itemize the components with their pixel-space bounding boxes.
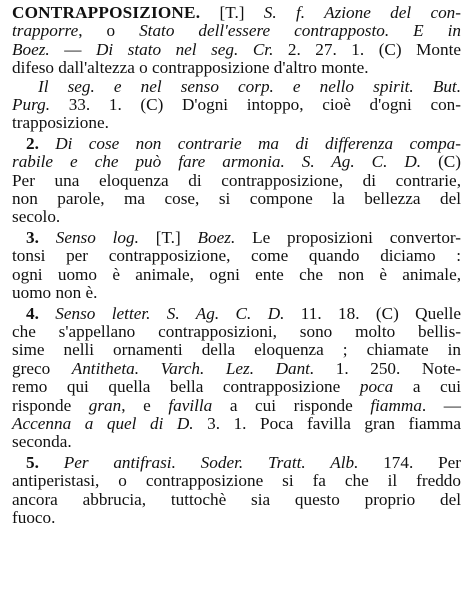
- italic-text: gran: [88, 395, 122, 415]
- text-line: [12, 509, 461, 527]
- italic-text: Boez.: [12, 39, 50, 59]
- italic-text: S. f. Azione del con-: [263, 3, 462, 22]
- text-line: [12, 305, 461, 323]
- text-line: [12, 491, 461, 509]
- text-run: seconda.: [12, 432, 72, 452]
- italic-text: favilla: [168, 395, 213, 415]
- text-run: ogni uomo è animale, ogni ente che non è animale,: [12, 264, 461, 284]
- text-run: che s'appellano contrapposizioni, sono molto bellis-: [12, 321, 461, 341]
- text-line: [12, 114, 461, 132]
- text-run: [39, 453, 64, 472]
- text-run: ancora abbrucia, tuttochè sia questo proprio del: [12, 489, 461, 509]
- italic-text: Stato dell'essere contrapposto. E in: [139, 21, 461, 41]
- text-run: Per una eloquenza di contrapposizione, di contrarie,: [12, 170, 461, 190]
- italic-text: Senso log.: [55, 227, 139, 247]
- text-run: fuoco.: [12, 507, 56, 527]
- italic-text: Antitheta. Varch. Lez. Dant.: [71, 358, 315, 378]
- italic-text: Per antifrasi. Soder. Tratt. Alb.: [63, 452, 359, 472]
- italic-text: Senso letter. S. Ag. C. D.: [55, 303, 285, 323]
- text-run: greco: [12, 358, 72, 378]
- italic-text: trapporre: [12, 21, 79, 41]
- text-run: . —: [421, 395, 461, 415]
- italic-text: Di stato nel seg.: [95, 39, 239, 59]
- text-run: [238, 40, 253, 59]
- text-line: [12, 229, 461, 247]
- text-line: [12, 59, 461, 77]
- italic-text: Cr.: [252, 39, 274, 59]
- text-line: [12, 78, 461, 96]
- text-line: [12, 433, 461, 451]
- italic-text: poca: [359, 377, 394, 397]
- italic-text: Purg.: [12, 95, 51, 115]
- text-run: 3. 1. Poca favilla gran fiamma: [193, 413, 461, 433]
- text-line: [12, 135, 461, 153]
- text-run: tonsi per contrapposizione, come quando diciamo :: [12, 246, 461, 266]
- text-run: trapposizione.: [12, 113, 109, 133]
- text-run: Le proposizioni convertor-: [235, 227, 462, 247]
- text-run: a cui risponde: [212, 395, 371, 415]
- text-run: [39, 228, 56, 247]
- text-line: [12, 41, 461, 59]
- text-line: [12, 378, 461, 396]
- italic-text: rabile e che può fare armonia. S. Ag. C. D.: [12, 152, 422, 172]
- sense-number: 2.: [26, 133, 39, 153]
- text-run: sime nelli ornamenti della eloquenza ; chiamate in: [12, 340, 461, 360]
- text-line: [12, 284, 461, 302]
- text-line: [12, 172, 461, 190]
- text-run: —: [49, 39, 96, 59]
- text-line: [12, 360, 461, 378]
- text-run: [T.]: [200, 3, 264, 22]
- italic-text: Boez.: [197, 227, 236, 247]
- text-run: 2. 27. 1. (C) Monte: [273, 39, 461, 59]
- text-line: [12, 153, 461, 171]
- italic-text: Il seg. e nel senso corp. e nello spirit. But.: [38, 76, 461, 96]
- text-line: [12, 415, 461, 433]
- text-run: secolo.: [12, 207, 61, 227]
- text-line: [12, 323, 461, 341]
- italic-text: Di cose non contrarie ma di differenza compa-: [55, 133, 462, 153]
- text-line: [12, 190, 461, 208]
- headword: CONTRAPPOSIZIONE.: [12, 3, 201, 22]
- text-run: difeso dall'altezza o contrapposizione d'altro monte.: [12, 58, 369, 78]
- italic-text: Accenna a quel di D.: [12, 413, 194, 433]
- text-run: uomo non è.: [12, 283, 98, 303]
- text-run: risponde: [12, 395, 89, 415]
- text-run: antiperistasi, o contrapposizione si fa che il freddo: [12, 471, 461, 491]
- text-run: , e: [121, 395, 169, 415]
- dictionary-page: [0, 4, 473, 597]
- italic-text: fiamma: [370, 395, 422, 415]
- text-line: [12, 208, 461, 226]
- text-line: [12, 341, 461, 359]
- sense-number: 5.: [26, 452, 39, 472]
- text-run: (C): [421, 152, 461, 172]
- text-run: [39, 134, 55, 153]
- text-line: [12, 22, 461, 40]
- text-run: remo qui quella bella contrapposizione: [12, 377, 360, 397]
- text-run: 174. Per: [358, 452, 461, 472]
- text-line: [12, 454, 461, 472]
- text-line: [12, 397, 461, 415]
- dictionary-entry: [12, 4, 461, 527]
- text-run: [39, 304, 55, 323]
- text-line: [12, 266, 461, 284]
- text-run: 1. 250. Note-: [314, 358, 461, 378]
- sense-number: 4.: [26, 303, 39, 323]
- text-line: [12, 472, 461, 490]
- text-run: non parole, ma cose, si compone la bellezza del: [12, 189, 461, 209]
- text-line: [12, 4, 461, 22]
- text-run: 11. 18. (C) Quelle: [284, 303, 461, 323]
- text-line: [12, 96, 461, 114]
- text-run: , o: [78, 21, 140, 41]
- text-run: [T.]: [138, 227, 198, 247]
- sense-number: 3.: [26, 227, 39, 247]
- text-run: a cui: [393, 377, 461, 397]
- text-line: [12, 247, 461, 265]
- text-run: 33. 1. (C) D'ogni intoppo, cioè d'ogni con-: [50, 95, 461, 115]
